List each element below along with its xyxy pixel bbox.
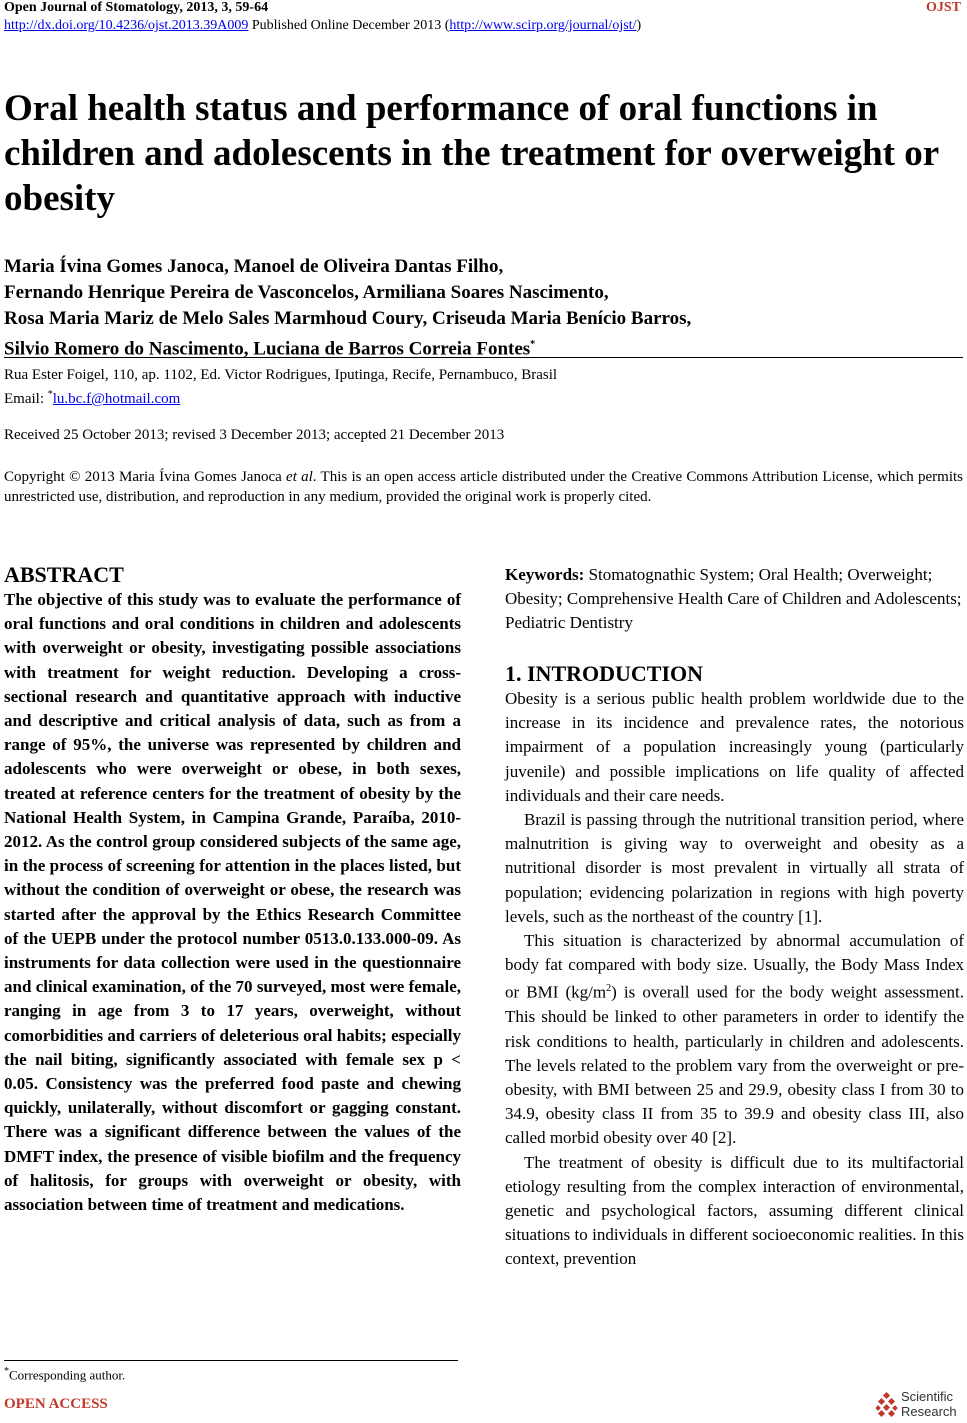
copyright-notice: Copyright © 2013 Maria Ívina Gomes Janoca et al. This is an open access article distributed under the Creative Commons Attribution License, which permits unrestricted use, distribution, and reproduction in any medium, provided the original work is properly cited. <box>4 469 963 505</box>
corresponding-mark: * <box>530 339 536 350</box>
introduction-heading: 1. INTRODUCTION <box>505 661 704 686</box>
author-line: Rosa Maria Mariz de Melo Sales Marmhoud Coury, Criseuda Maria Benício Barros, <box>4 308 692 329</box>
abstract-text: The objective of this study was to evaluate the performance of oral functions and oral conditions in children and adolescents with overweight or obesity, investigating possible associations with treatment for weight reduction. Developing a cross-sectional research and quantitative approach with inductive and descriptive and critical analysis of data, such as from a range of 95%, the universe was represented by children and adolescents who were overweight or obese, in both sexes, treated at reference centers for the treatment of obesity by the National Health System, in Campina Grande, Paraíba, 2010-2012. As the control group considered subjects of the same age, in the process of screening for attention in the places listed, but without the condition of overweight or obese, the research was started after the approval by the Ethics Research Committee of the UEPB under the protocol number 0513.0.133.000-09. As instruments for data collection were used in the questionnaire and clinical examination, of the 70 surveyed, most were female, ranging in age from 3 to 17 years, overweight, without comorbidities and carriers of deleterious oral habits; especially the nail biting, significantly associated with female sex p < 0.05. Consistency was the preferred food paste and chewing quickly, unilaterally, without discomfort or gagging constant. There was a significant difference between the values of the DMFT index, the presence of visible biofilm and the frequency of halitosis, for groups with overweight or obesity, with association between time of treatment and medications. <box>4 590 461 1215</box>
email-link[interactable]: lu.bc.f@hotmail.com <box>52 391 181 407</box>
affiliation: Rua Ester Foigel, 110, ap. 1102, Ed. Victor Rodrigues, Iputinga, Recife, Pernambuco, Brasil <box>4 367 558 383</box>
doi-line <box>4 18 641 34</box>
intro-paragraph-3: This situation is characterized by abnormal accumulation of body fat compared with body size. Usually, the Body Mass Index or BMI $(kg/m^2)$ is overall used for the body weight assessment. This should be linked to other parameters in order to identify the risk conditions to health, particularly in children and adolescents. The levels related to the problem vary from the overweight or pre-obesity, with BMI between 25 and 29.9, obesity class I from 30 to 34.9, obesity class II from 35 to 39.9 and obesity class III, also called morbid obesity over 40 [2]. <box>505 931 964 1148</box>
received-dates: Received 25 October 2013; revised 3 December 2013; accepted 21 December 2013 <box>4 427 505 443</box>
close-paren: ) <box>636 18 642 33</box>
title-divider <box>4 357 963 358</box>
author-line: Maria Ívina Gomes Janoca, Manoel de Oliveira Dantas Filho, <box>4 256 504 277</box>
affiliation-block <box>4 365 557 409</box>
logo-text: Scientific Research <box>901 1389 957 1419</box>
author-line: Silvio Romero do Nascimento, Luciana de Barros Correia Fontes* <box>4 338 536 360</box>
email-line: Email: *lu.bc.f@hotmail.com <box>4 389 181 407</box>
footnote: *Corresponding author. <box>4 1366 126 1383</box>
intro-paragraph-1: Obesity is a serious public health problem worldwide due to the increase in its incidence and prevalence rates, the notorious impairment of a population increasingly young (particularly juvenile) and possible implications on life quality of affected individuals and their care needs. <box>505 689 964 805</box>
author-list <box>4 254 959 362</box>
keywords <box>505 563 964 635</box>
journal-citation: Open Journal of Stomatology, 2013, 3, 59-64 <box>4 0 269 15</box>
footnote-divider <box>4 1360 458 1361</box>
author-line: Fernando Henrique Pereira de Vasconcelos, Armiliana Soares Nascimento, <box>4 282 609 303</box>
intro-paragraph-4: The treatment of obesity is difficult due to its multifactorial etiology resulting from the complex interaction of environmental, genetic and psychological factors, assuming different clinical situations to individuals in different socioeconomic realities. In this context, prevention <box>505 1152 964 1269</box>
keywords-text: Stomatognathic System; Oral Health; Overweight; Obesity; Comprehensive Health Care of Children and Adolescents; Pediatric Dentistry <box>505 565 962 632</box>
keywords-label: Keywords: <box>505 565 585 584</box>
logo-mark-icon <box>876 1392 898 1420</box>
journal-code: OJST <box>925 0 961 15</box>
abstract-heading: ABSTRACT <box>4 562 124 587</box>
published-text: Published Online December 2013 ( <box>248 18 450 33</box>
journal-url-link[interactable]: http://www.scirp.org/journal/ojst/ <box>449 18 637 33</box>
right-column <box>505 563 964 1272</box>
left-column <box>4 562 461 1217</box>
publisher-logo <box>876 1388 966 1422</box>
open-access-label: OPEN ACCESS <box>4 1396 108 1412</box>
doi-link[interactable]: http://dx.doi.org/10.4236/ojst.2013.39A009 <box>4 18 249 33</box>
intro-paragraph-2: Brazil is passing through the nutritional transition period, where malnutrition is giving way to overweight and obesity as a nutritional disorder is most prevalent in virtually all strata of population; evidencing polarization in regions with high poverty levels, such as the northeast of the country [1]. <box>505 810 964 926</box>
paper-title: Oral health status and performance of oral functions in children and adolescents in the treatment for overweight or obesity <box>4 88 939 219</box>
